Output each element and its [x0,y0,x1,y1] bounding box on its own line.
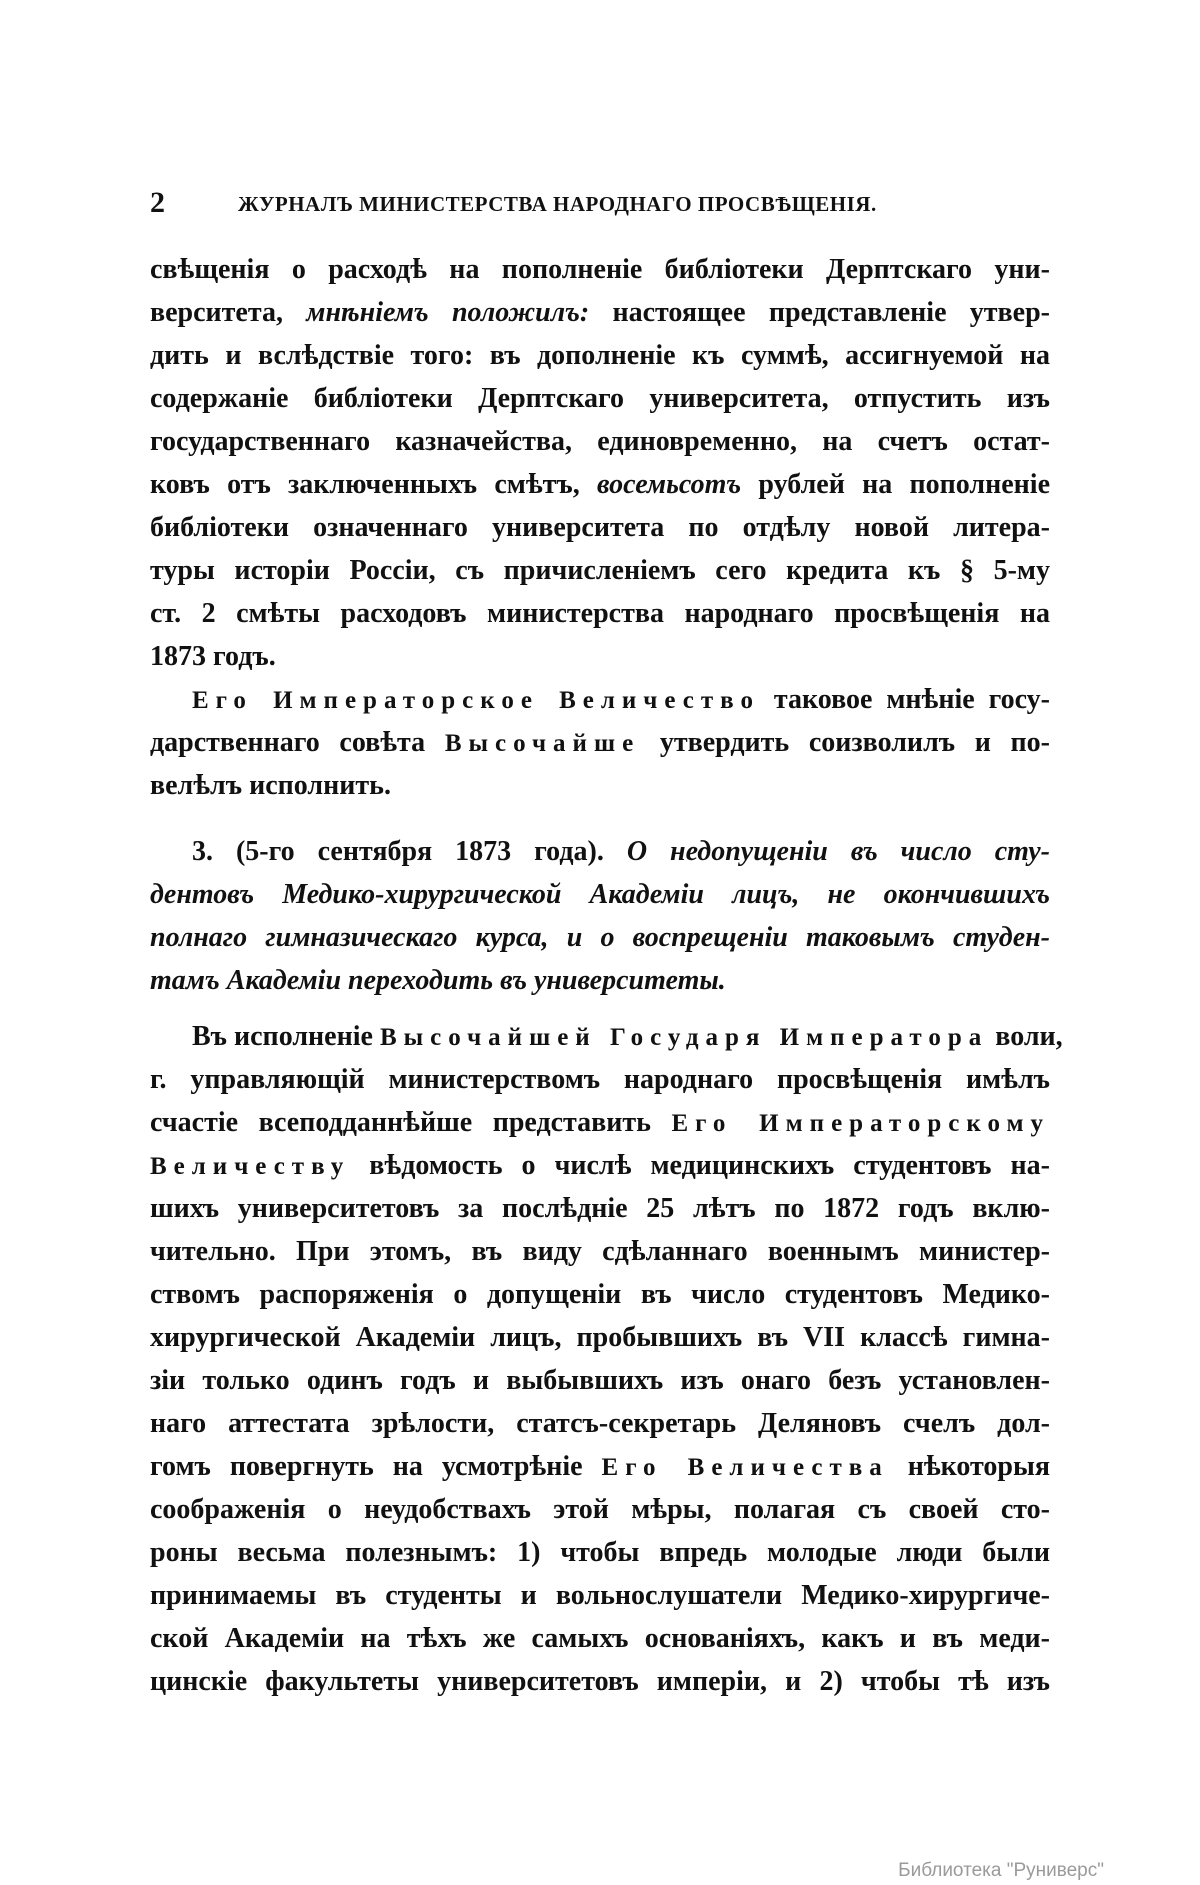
text-line [150,1187,1050,1230]
text-segment: чительно. При этомъ, въ виду сдѣланнаго военнымъ министер- [150,1236,1050,1267]
text-line [150,1531,1050,1574]
text-segment: велѣлъ исполнить. [150,770,391,801]
text-segment: 3. (5-го сентября 1873 года). [192,836,627,867]
text-segment: настоящее представленіе утвер- [589,297,1051,328]
italic-text: восемьсотъ [597,469,742,500]
text-line [150,1574,1050,1617]
text-line [150,916,1050,959]
text-segment: воли, [988,1021,1063,1052]
text-segment: ст. 2 смѣты расходовъ министерства народнаго просвѣщенія на [150,598,1050,629]
text-segment: Въ исполненіе [192,1021,380,1052]
italic-text: мнѣніемъ положилъ: [306,297,590,328]
text-line [150,1660,1050,1703]
text-line [150,1144,1050,1187]
text-line [150,1617,1050,1660]
text-segment: счастіе всеподданнѣйше представить [150,1107,672,1138]
watermark: Библиотека "Руниверс" [898,1860,1104,1881]
spaced-text: Высочайшей Государя Императора [379,1024,989,1051]
text-line [150,830,1050,873]
text-line [150,463,1050,506]
text-segment: г. управляющій министерствомъ народнаго просвѣщенія имѣлъ [150,1064,1050,1095]
text-line [150,420,1050,463]
italic-text: О недопущеніи въ число сту- [626,836,1050,867]
text-segment: ской Академіи на тѣхъ же самыхъ основаніяхъ, какъ и въ меди- [150,1623,1050,1654]
text-line [150,1316,1050,1359]
text-line [150,1058,1050,1101]
text-segment: туры исторіи Россіи, съ причисленіемъ сего кредита къ § 5-му [150,555,1050,586]
text-line [150,592,1050,635]
text-segment: дарственнаго совѣта [150,727,445,758]
paragraph-decree-heading [150,830,1050,1002]
text-segment: цинскіе факультеты университетовъ имперіи, и 2) чтобы тѣ изъ [150,1666,1050,1697]
text-segment: нѣкоторыя [888,1451,1051,1482]
text-segment: таковое мнѣніе госу- [760,684,1050,715]
text-line [150,635,1050,678]
text-line [150,1359,1050,1402]
paragraph-decree-body [150,1015,1063,1703]
text-segment: ствомъ распоряженія о допущеніи въ число студентовъ Медико- [150,1279,1050,1310]
text-line [150,764,1050,807]
text-line [150,1015,1063,1058]
spaced-text: Высочайше [444,730,641,757]
text-line [150,873,1050,916]
spaced-text: Величеству [150,1153,351,1180]
text-line [150,1402,1050,1445]
text-segment: соображенія о неудобствахъ этой мѣры, полагая съ своей сто- [150,1494,1050,1525]
text-line [150,549,1050,592]
text-segment: рублей на пополненіе [741,469,1051,500]
text-line [150,721,1050,764]
text-line [150,1101,1050,1144]
text-line [150,248,1050,291]
text-segment: гомъ повергнуть на усмотрѣніе [150,1451,602,1482]
text-segment: государственнаго казначейства, единовременно, на счетъ остат- [150,426,1050,457]
text-segment: хирургической Академіи лицъ, пробывшихъ въ VII классѣ гимна- [150,1322,1050,1353]
text-segment: содержаніе библіотеки Дерптскаго университета, отпустить изъ [150,383,1050,414]
text-segment: библіотеки означеннаго университета по отдѣлу новой литера- [150,512,1050,543]
running-title: ЖУРНАЛЪ МИНИСТЕРСТВА НАРОДНАГО ПРОСВѢЩЕНІЯ. [238,192,877,216]
text-segment: наго аттестата зрѣлости, статсъ-секретарь Деляновъ счелъ дол- [150,1408,1050,1439]
text-line [150,1488,1050,1531]
text-segment: шихъ университетовъ за послѣдніе 25 лѣтъ по 1872 годъ вклю- [150,1193,1050,1224]
paragraph-library-funding [150,248,1050,807]
text-segment: роны весьма полезнымъ: 1) чтобы впредь молодые люди были [150,1537,1050,1568]
italic-text: дентовъ Медико-хирургической Академіи лицъ, не окончившихъ [150,879,1050,910]
text-line [150,377,1050,420]
text-line [150,506,1050,549]
page-number: 2 [150,186,165,219]
running-header [150,186,1050,226]
text-line [150,1273,1050,1316]
text-segment: ковъ отъ заключенныхъ смѣтъ, [150,469,597,500]
text-segment: утвердить соизволилъ и по- [640,727,1050,758]
text-segment: свѣщенія о расходѣ на пополненіе библіотеки Дерптскаго уни- [150,254,1050,285]
spaced-text: Его Императорскому [671,1110,1050,1137]
text-segment: дить и вслѣдствіе того: въ дополненіе къ суммѣ, ассигнуемой на [150,340,1050,371]
text-segment: 1873 годъ. [150,641,276,672]
text-line [150,1230,1050,1273]
italic-text: тамъ Академіи переходить въ университеты. [150,965,726,996]
text-line [150,291,1050,334]
spaced-text: Его Величества [601,1454,889,1481]
spaced-text: Его Императорское Величество [192,687,760,714]
text-segment: верситета, [150,297,307,328]
text-line [150,334,1050,377]
text-line [150,1445,1050,1488]
text-segment: вѣдомость о числѣ медицинскихъ студентовъ на- [350,1150,1050,1181]
text-segment: зіи только одинъ годъ и выбывшихъ изъ онаго безъ установлен- [150,1365,1050,1396]
text-line [150,678,1050,721]
text-segment: принимаемы въ студенты и вольнослушатели Медико-хирургиче- [150,1580,1050,1611]
italic-text: полнаго гимназическаго курса, и о воспрещеніи таковымъ студен- [150,922,1050,953]
text-line [150,959,1050,1002]
